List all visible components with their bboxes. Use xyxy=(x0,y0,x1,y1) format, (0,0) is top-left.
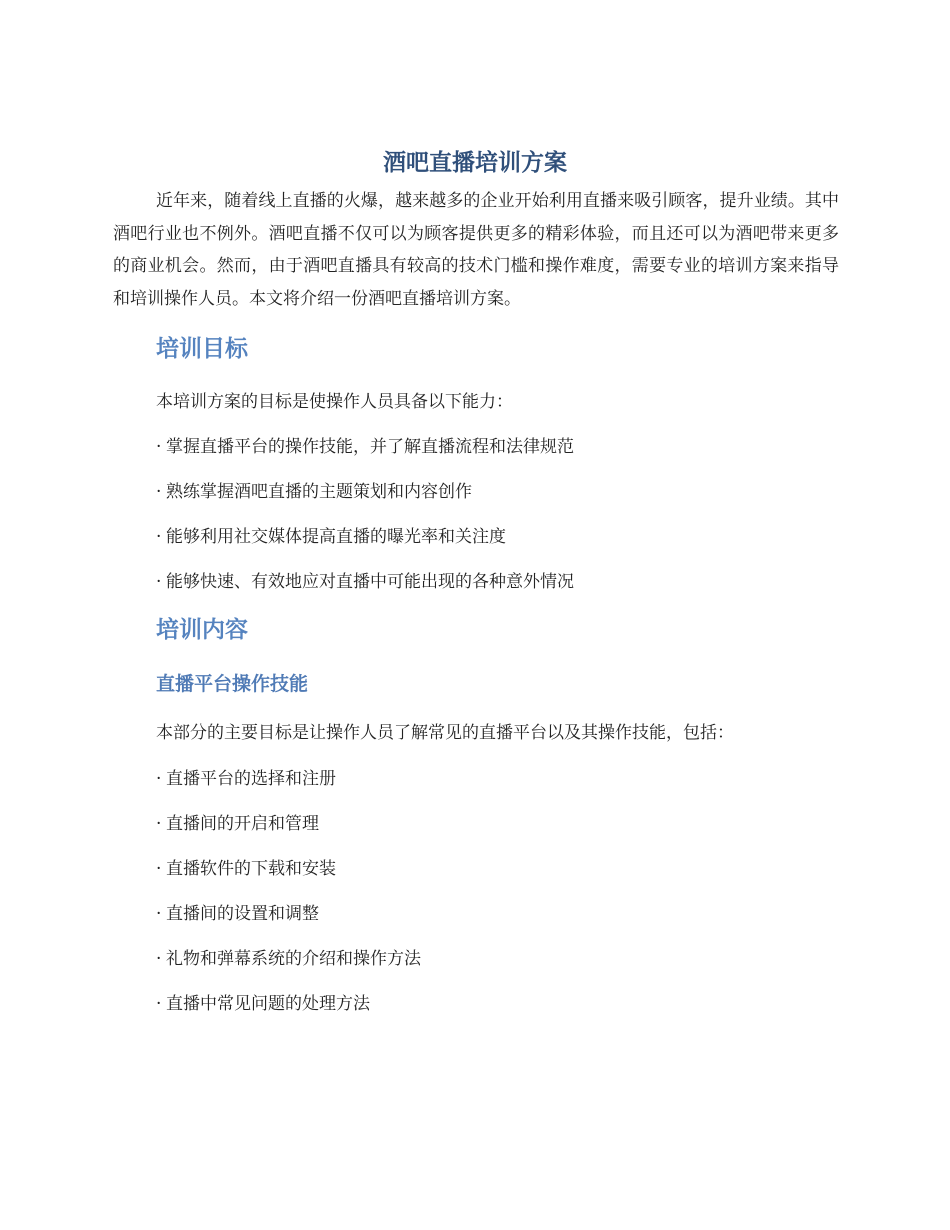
list-item xyxy=(156,856,336,882)
list-item-text: 直播平台的选择和注册 xyxy=(166,769,336,789)
bullet-marker: · xyxy=(156,994,162,1014)
bullet-marker: · xyxy=(156,527,162,547)
list-item xyxy=(156,479,472,505)
list-item-text: 直播中常见问题的处理方法 xyxy=(166,994,370,1014)
list-item-text: 能够利用社交媒体提高直播的曝光率和关注度 xyxy=(166,527,506,547)
list-item xyxy=(156,901,319,927)
bullet-marker: · xyxy=(156,482,162,502)
intro-paragraph: 近年来，随着线上直播的火爆，越来越多的企业开始利用直播来吸引顾客，提升业绩。其中酒吧行业也不例外。酒吧直播不仅可以为顾客提供更多的精彩体验，而且还可以为酒吧带来更多的商业机会。然而，由于酒吧直播具有较高的技术门槛和操作难度，需要专业的培训方案来指导和培训操作人员。本文将介绍一份酒吧直播培训方案。 xyxy=(113,191,839,309)
list-item-text: 能够快速、有效地应对直播中可能出现的各种意外情况 xyxy=(166,572,574,592)
list-item-text: 熟练掌握酒吧直播的主题策划和内容创作 xyxy=(166,482,472,502)
list-item xyxy=(156,524,506,550)
list-item xyxy=(156,811,319,837)
list-item-text: 直播间的开启和管理 xyxy=(166,814,319,834)
bullet-marker: · xyxy=(156,859,162,879)
document-title: 酒吧直播培训方案 xyxy=(383,150,567,176)
list-item xyxy=(156,766,336,792)
section-lead-paragraph: 本培训方案的目标是使操作人员具备以下能力： xyxy=(156,392,513,412)
bullet-marker: · xyxy=(156,949,162,969)
list-item xyxy=(156,991,370,1017)
list-item-text: 直播间的设置和调整 xyxy=(166,904,319,924)
bullet-marker: · xyxy=(156,769,162,789)
list-item xyxy=(156,946,421,972)
section-heading-training-content: 培训内容 xyxy=(156,617,248,643)
bullet-marker: · xyxy=(156,572,162,592)
bullet-marker: · xyxy=(156,437,162,457)
list-item-text: 掌握直播平台的操作技能，并了解直播流程和法律规范 xyxy=(166,437,574,457)
subsection-heading-platform-skills: 直播平台操作技能 xyxy=(156,673,309,695)
list-item-text: 直播软件的下载和安装 xyxy=(166,859,336,879)
list-item xyxy=(156,434,574,460)
section-heading-training-goals: 培训目标 xyxy=(156,336,248,362)
list-item xyxy=(156,569,574,595)
bullet-marker: · xyxy=(156,814,162,834)
bullet-marker: · xyxy=(156,904,162,924)
subsection-lead-paragraph: 本部分的主要目标是让操作人员了解常见的直播平台以及其操作技能，包括： xyxy=(156,723,734,743)
list-item-text: 礼物和弹幕系统的介绍和操作方法 xyxy=(166,949,421,969)
